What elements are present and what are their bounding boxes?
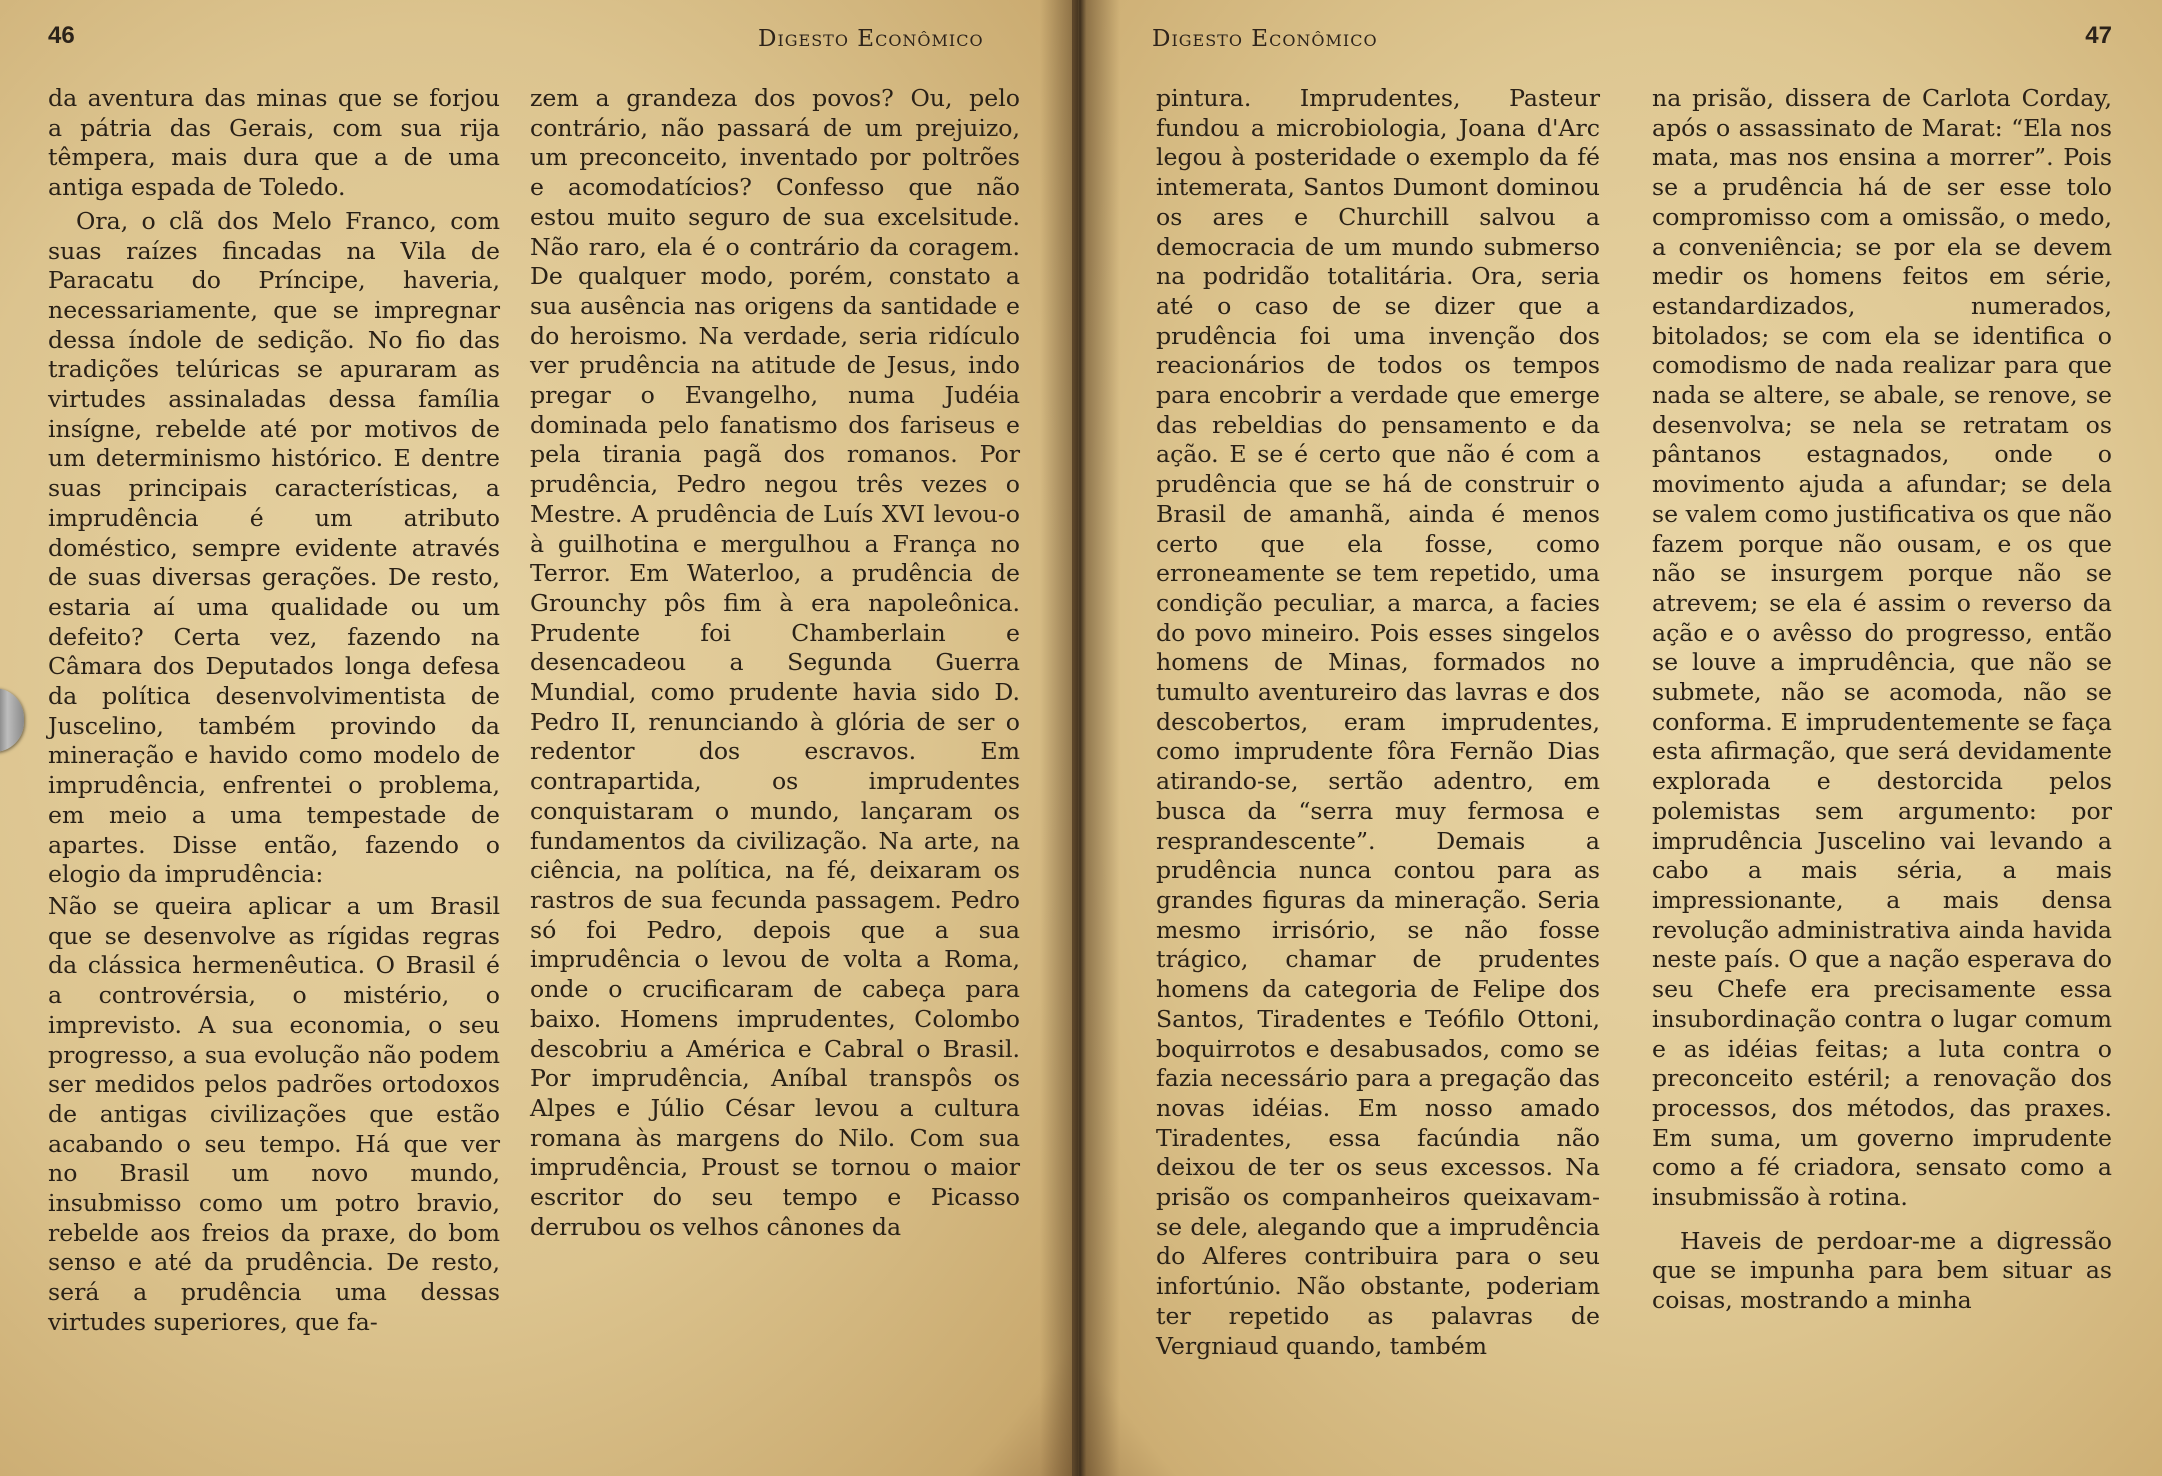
book-gutter	[1040, 0, 1120, 1476]
right-page	[1078, 0, 2162, 1476]
paragraph: pintura. Imprudentes, Pasteur fundou a microbiologia, Joana d'Arc legou à posteridade o exemplo da fé intemerata, Santos Dumont dominou os ares e Churchill salvou a democracia de um mundo submerso na podridão totalitária. Ora, seria até o caso de se dizer que a prudência foi uma invenção dos reacionários de todos os tempos para encobrir a verdade que emerge das rebeldias do pensamento e da ação. E se é certo que não é com a prudência que se há de construir o Brasil de amanhã, ainda é menos certo que ela fosse, como erroneamente se tem repetido, uma condição peculiar, a marca, a facies do povo mineiro. Pois esses singelos homens de Minas, formados no tumulto aventureiro das lavras e dos descobertos, eram imprudentes, como imprudente fôra Fernão Dias atirando-se, sertão adentro, em busca da “serra muy fermosa e resprandescente”. Demais a prudência nunca contou para as grandes figuras da mineração. Seria mesmo irrisório, se não fosse trágico, chamar de prudentes homens da categoria de Felipe dos Santos, Tiradentes e Teófilo Ottoni, boquirrotos e desabusados, como se fazia necessário para a pregação das novas idéias. Em nosso amado Tiradentes, essa facúndia não deixou de ter os seus excessos. Na prisão os companheiros queixavam-se dele, alegando que a imprudência do Alferes contribuira para o seu infortúnio. Não obstante, poderiam ter repetido as palavras de Vergniaud quando, também	[1156, 84, 1600, 1360]
paper-clip	[0, 688, 24, 752]
paragraph: Não se queira aplicar a um Brasil que se desenvolve as rígidas regras da clássica hermenêutica. O Brasil é a controvérsia, o mistério, o imprevisto. A sua economia, o seu progresso, a sua evolução não podem ser medidos pelos padrões ortodoxos de antigas civilizações que estão acabando o seu tempo. Há que ver no Brasil um novo mundo, insubmisso como um potro bravio, rebelde aos freios da praxe, do bom senso e até da prudência. De resto, será a prudência uma dessas virtudes superiores, que fa-	[48, 891, 500, 1336]
left-page	[0, 0, 1072, 1476]
paragraph: da aventura das minas que se forjou a pátria das Gerais, com sua rija têmpera, mais dura que a de uma antiga espada de Toledo.	[48, 84, 500, 202]
paragraph: zem a grandeza dos povos? Ou, pelo contrário, não passará de um prejuizo, um preconceito, inventado por poltrões e acomodatícios? Confesso que não estou muito seguro de sua excelsitude. Não raro, ela é o contrário da coragem. De qualquer modo, porém, constato a sua ausência nas origens da santidade e do heroismo. Na verdade, seria ridículo ver prudência na atitude de Jesus, indo pregar o Evangelho, numa Judéia dominada pelo fanatismo dos fariseus e pela tirania pagã dos romanos. Por prudência, Pedro negou três vezes o Mestre. A prudência de Luís XVI levou-o à guilhotina e mergulhou a França no Terror. Em Waterloo, a prudência de Grounchy pôs fim à era napoleônica. Prudente foi Chamberlain e desencadeou a Segunda Guerra Mundial, como prudente havia sido D. Pedro II, renunciando à glória de ser o redentor dos escravos. Em contrapartida, os imprudentes conquistaram o mundo, lançaram os fundamentos da civilização. Na arte, na ciência, na política, na fé, deixaram os rastros de sua fecunda passagem. Pedro só foi Pedro, depois que a sua imprudência o levou de volta a Roma, onde o crucificaram de cabeça para baixo. Homens imprudentes, Colombo descobriu a América e Cabral o Brasil. Por imprudência, Aníbal transpôs os Alpes e Júlio César levou a cultura romana às margens do Nilo. Com sua imprudência, Proust se tornou o maior escritor do seu tempo e Picasso derrubou os velhos cânones da	[530, 84, 1020, 1241]
right-page-column-1	[1156, 84, 1600, 1424]
running-head-left: Digesto Econômico	[758, 26, 984, 52]
paragraph: na prisão, dissera de Carlota Corday, após o assassinato de Marat: “Ela nos mata, mas nos ensina a morrer”. Pois se a prudência há de ser esse tolo compromisso com a omissão, o medo, a conveniência; se por ela se devem medir os homens feitos em série, estandardizados, numerados, bitolados; se com ela se identifica o comodismo de nada realizar para que nada se altere, se abale, se renove, se desenvolva; se nela se retratam os pântanos estagnados, onde o movimento ajuda a afundar; se dela se valem como justificativa os que não fazem porque não ousam, e os que não se insurgem porque não se atrevem; se ela é assim o reverso da ação e o avêsso do progresso, então se louve a imprudência, que não se submete, não se acomoda, não se conforma. E imprudentemente se faça esta afirmação, que será devidamente explorada e destorcida pelos polemistas sem argumento: por imprudência Juscelino vai levando a cabo a mais séria, a mais impressionante, a mais densa revolução administrativa ainda havida neste país. O que a nação esperava do seu Chefe era precisamente essa insubordinação contra o lugar comum e as idéias feitas; a luta contra o preconceito estéril; a renovação dos processos, dos métodos, das praxes. Em suma, um governo imprudente como a fé criadora, sensato como a insubmissão à rotina.	[1652, 84, 2112, 1212]
paragraph: Ora, o clã dos Melo Franco, com suas raízes fincadas na Vila de Paracatu do Príncipe, haveria, necessariamente, que se impregnar dessa índole de sedição. No fio das tradições telúricas se apuraram as virtudes assinaladas dessa família insígne, rebelde até por motivos de um determinismo histórico. E dentre suas principais características, a imprudência é um atributo doméstico, sempre evidente através de suas diversas gerações. De resto, estaria aí uma qualidade ou um defeito? Certa vez, fazendo na Câmara dos Deputados longa defesa da política desenvolvimentista de Juscelino, também provindo da mineração e havido como modelo de imprudência, enfrentei o problema, em meio a uma tempestade de apartes. Disse então, fazendo o elogio da imprudência:	[48, 206, 500, 889]
right-page-column-2	[1652, 84, 2112, 1424]
page-number-left: 46	[48, 22, 75, 49]
left-page-column-1	[48, 84, 500, 1424]
running-head-right: Digesto Econômico	[1152, 26, 1378, 52]
page-number-right: 47	[2085, 22, 2112, 49]
paragraph: Haveis de perdoar-me a digressão que se impunha para bem situar as coisas, mostrando a minha	[1652, 1226, 2112, 1315]
left-page-column-2	[530, 84, 1020, 1424]
